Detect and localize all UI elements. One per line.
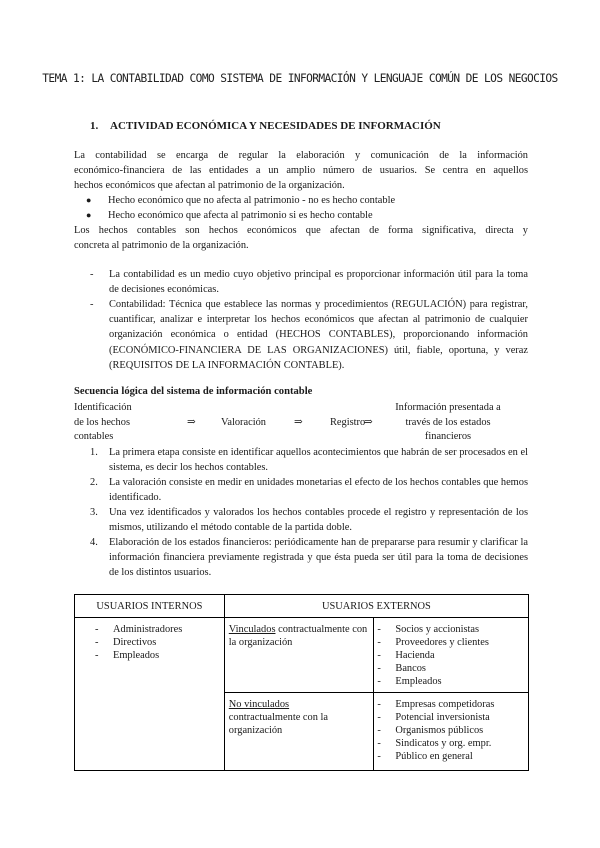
list-item: - Organismos públicos: [377, 724, 525, 737]
header-internal-users: USUARIOS INTERNOS: [75, 595, 225, 618]
vinculados-label-cell: [224, 618, 374, 693]
list-item: - Empresas competidoras: [377, 698, 525, 711]
list-item: - Potencial inversionista: [377, 711, 525, 724]
sequence-heading: Secuencia lógica del sistema de información contable: [74, 386, 313, 397]
paragraph-line: concreta al patrimonio de la organización.: [74, 240, 249, 252]
no-vinculados-list: [377, 698, 525, 763]
arrow-icon: ⇒: [364, 417, 373, 428]
no-vinculados-label-rest: contractualmente con la organización: [228, 712, 329, 736]
item-text: Elaboración de los estados financieros: periódicamente han de prepararse para resumir y clarificar la información financiera previamente registrada y que ésta pueda ser útil para la toma de decisiones de los distintos usuarios.: [109, 537, 528, 579]
bullet-text: Hecho económico que afecta al patrimonio si es hecho contable: [108, 210, 373, 221]
item-number: 1.: [90, 447, 98, 458]
sequence-step-informacion: [385, 401, 511, 445]
list-item: - Empleados: [95, 649, 220, 662]
item-number: 2.: [90, 477, 98, 488]
step-line: contables: [74, 431, 114, 443]
dash-marker: -: [90, 299, 94, 310]
vinculados-list: [377, 623, 525, 688]
step-line: través de los estados: [405, 416, 491, 428]
arrow-icon: ⇒: [187, 417, 196, 428]
internal-users-list: [95, 623, 220, 662]
list-item: - Público en general: [377, 750, 525, 763]
intro-paragraph: [74, 148, 528, 194]
no-vinculados-label: No vinculados: [228, 699, 290, 710]
sequence-step-identificacion: [74, 401, 132, 445]
list-item: - Proveedores y clientes: [377, 636, 525, 649]
sequence-step-valoracion: Valoración: [221, 417, 267, 428]
section-heading-text: ACTIVIDAD ECONÓMICA Y NECESIDADES DE INFORMACIÓN: [110, 120, 441, 132]
bullet-item: [86, 208, 526, 223]
step-line: de los hechos: [74, 416, 130, 428]
list-item: - Directivos: [95, 636, 220, 649]
vinculados-list-cell: [374, 618, 529, 693]
section-heading: [90, 120, 441, 132]
users-table: [74, 594, 529, 771]
intro-line: hechos económicos que afectan al patrimonio de la organización.: [74, 180, 345, 192]
ordered-item: [90, 475, 528, 505]
dash-text: La contabilidad es un medio cuyo objetivo principal es proporcionar información útil para la toma de decisiones económicas.: [109, 269, 528, 296]
list-item: - Hacienda: [377, 649, 525, 662]
hechos-contables-paragraph: [74, 223, 528, 253]
ordered-item: [90, 505, 528, 535]
list-item: - Administradores: [95, 623, 220, 636]
ordered-item: [90, 535, 528, 581]
dash-item: [90, 267, 528, 297]
header-external-users: USUARIOS EXTERNOS: [224, 595, 528, 618]
internal-users-cell: [75, 618, 225, 771]
vinculados-label-rest: contractualmente con la organización: [228, 624, 368, 648]
bullet-text: Hecho económico que no afecta al patrimonio - no es hecho contable: [108, 195, 396, 206]
list-item: - Empleados: [377, 675, 525, 688]
section-number: 1.: [90, 120, 99, 132]
step-line: Identificación: [74, 402, 132, 413]
step-line: financieros: [424, 431, 472, 443]
bullet-marker: ●: [86, 210, 92, 220]
step-line: Información presentada a: [395, 402, 501, 413]
vinculados-label: Vinculados: [228, 624, 276, 635]
intro-line: económico-financiera de las entidades a un amplio número de usuarios. Se centra en aquellos: [74, 165, 528, 177]
no-vinculados-label-cell: [224, 693, 374, 771]
list-item: - Bancos: [377, 662, 525, 675]
page-title: TEMA 1: LA CONTABILIDAD COMO SISTEMA DE INFORMACIÓN Y LENGUAJE COMÚN DE LOS NEGOCIOS: [42, 72, 558, 85]
item-text: La valoración consiste en medir en unidades monetarias el efecto de los hechos contables que hemos identificado.: [109, 477, 528, 504]
dash-item: [90, 297, 528, 373]
arrow-icon: ⇒: [294, 417, 303, 428]
intro-line: La contabilidad se encarga de regular la elaboración y comunicación de la información: [74, 150, 528, 161]
item-number: 3.: [90, 507, 98, 518]
bullet-marker: ●: [86, 195, 92, 205]
dash-text: Contabilidad: Técnica que establece las normas y procedimientos (REGULACIÓN) para registrar, cuantificar, analizar e interpretar los hechos económicos que afectan al patrimonio de cualquier organización económica o entidad (HECHOS CONTABLES), proporcionando información (ECONÓMICO-FINANCIERA DE LAS ORGANIZACIONES) útil, fiable, oportuna, y veraz (REQUISITOS DE LA INFORMACIÓN CONTABLE).: [109, 299, 528, 371]
bullet-item: [86, 193, 526, 208]
list-item: - Sindicatos y org. empr.: [377, 737, 525, 750]
no-vinculados-list-cell: [374, 693, 529, 771]
item-text: La primera etapa consiste en identificar aquellos acontecimientos que habrán de ser procesados en el sistema, es decir los hechos contables.: [109, 447, 528, 474]
list-item: - Socios y accionistas: [377, 623, 525, 636]
ordered-item: [90, 445, 528, 475]
paragraph-line: Los hechos contables son hechos económicos que afectan de forma significativa, directa y: [74, 225, 528, 236]
dash-marker: -: [90, 269, 94, 280]
item-number: 4.: [90, 537, 98, 548]
sequence-step-registro: Registro: [330, 417, 366, 428]
item-text: Una vez identificados y valorados los hechos contables procede el registro y representación de los mismos, utilizando el método contable de la partida doble.: [109, 507, 528, 534]
